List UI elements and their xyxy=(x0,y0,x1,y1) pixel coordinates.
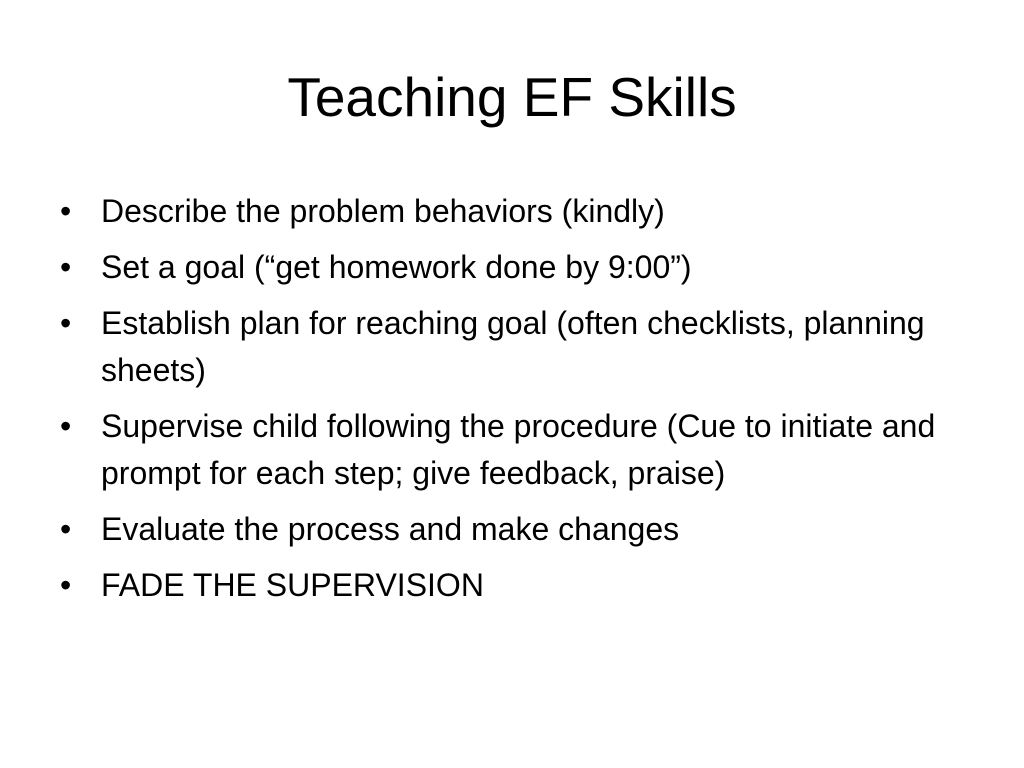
bullet-item xyxy=(56,562,976,609)
bullet-marker: • xyxy=(60,249,72,285)
slide-title: Teaching EF Skills xyxy=(287,66,737,128)
bullet-item xyxy=(56,403,976,497)
bullet-item xyxy=(56,244,976,291)
bullet-marker: • xyxy=(60,567,72,603)
bullet-text: FADE THE SUPERVISION xyxy=(101,567,484,603)
bullet-marker: • xyxy=(60,408,72,444)
bullet-marker: • xyxy=(60,193,72,229)
bullet-text: Evaluate the process and make changes xyxy=(101,511,680,547)
bullet-item xyxy=(56,300,976,394)
bullet-marker: • xyxy=(60,511,72,547)
bullet-item xyxy=(56,188,976,235)
bullet-list xyxy=(56,188,976,618)
bullet-text: Establish plan for reaching goal (often checklists, planning sheets) xyxy=(101,305,925,388)
bullet-text: Describe the problem behaviors (kindly) xyxy=(101,193,665,229)
bullet-item xyxy=(56,506,976,553)
bullet-text: Supervise child following the procedure (Cue to initiate and prompt for each step; give feedback, praise) xyxy=(101,408,936,491)
bullet-text: Set a goal (“get homework done by 9:00”) xyxy=(101,249,692,285)
bullet-marker: • xyxy=(60,305,72,341)
